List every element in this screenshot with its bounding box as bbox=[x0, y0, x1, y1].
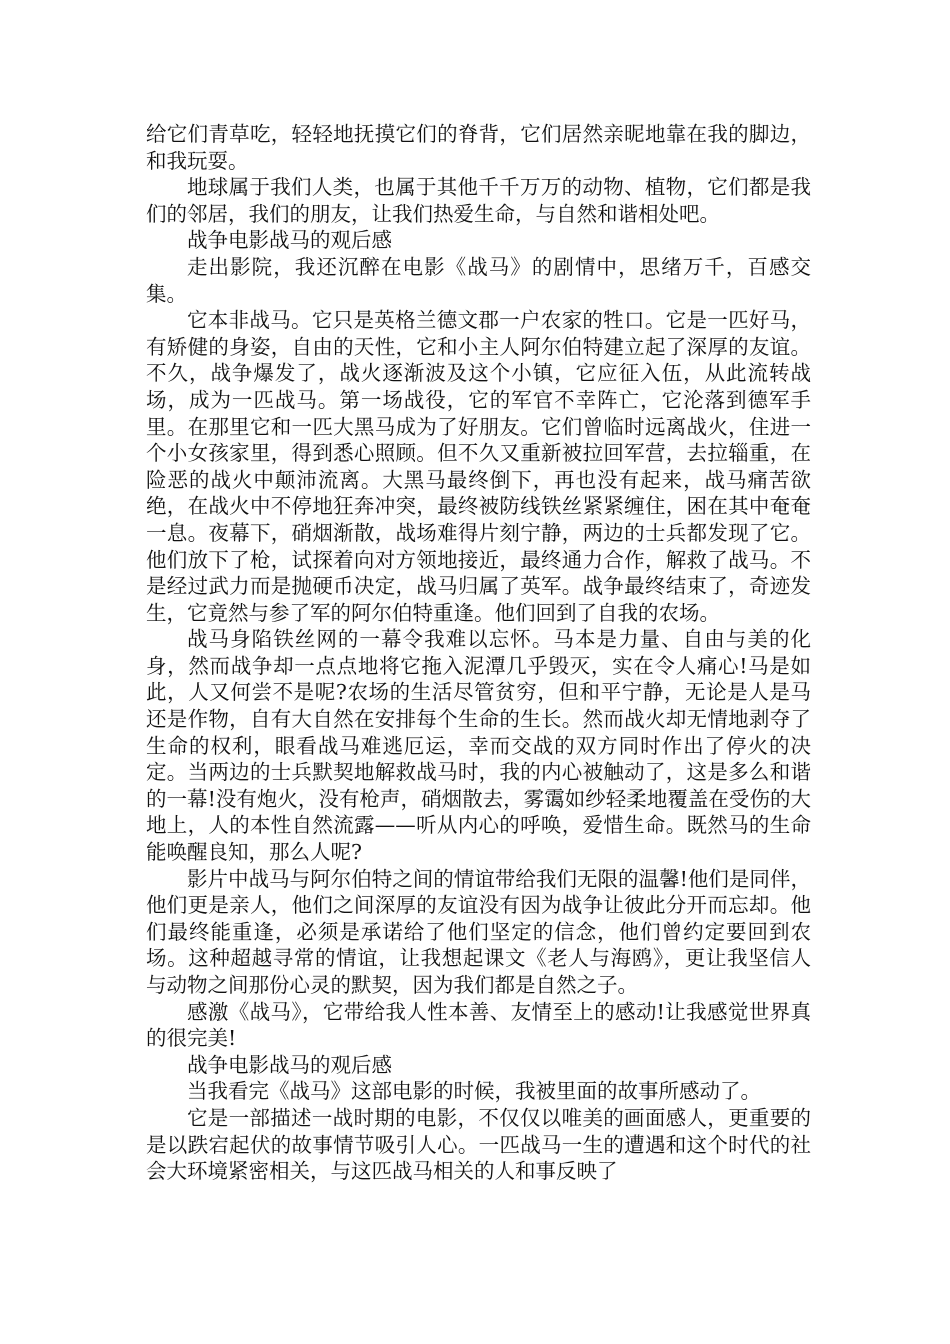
paragraph-continuation: 给它们青草吃，轻轻地抚摸它们的脊背，它们居然亲昵地靠在我的脚边，和我玩耍。 bbox=[146, 122, 811, 173]
section-heading-1: 战争电影战马的观后感 bbox=[187, 228, 392, 253]
paragraph-after-watching: 当我看完《战马》这部电影的时候，我被里面的故事所感动了。 bbox=[187, 1079, 761, 1104]
document-page bbox=[146, 121, 811, 1185]
paragraph-gratitude: 感激《战马》，它带给我人性本善、友情至上的感动!让我感觉世界真的很完美! bbox=[146, 999, 811, 1051]
paragraph-earth-neighbors: 地球属于我们人类，也属于其他千千万万的动物、植物，它们都是我们的邻居，我们的朋友，让我们热爱生命，与自然和谐相处吧。 bbox=[146, 175, 811, 226]
paragraph-leaving-cinema: 走出影院，我还沉醉在电影《战马》的剧情中，思绪万千，百感交集。 bbox=[146, 254, 811, 306]
section-heading-2: 战争电影战马的观后感 bbox=[187, 1052, 392, 1077]
paragraph-friendship: 影片中战马与阿尔伯特之间的情谊带给我们无限的温馨!他们是同伴，他们更是亲人，他们之间深厚的友谊没有因为战争让彼此分开而忘却。他们最终能重逢，必须是承诺给了他们坚定的信念，他们曾约定要回到农场。这种超越寻常的情谊，让我想起课文《老人与海鸥》，更让我坚信人与动物之间那份心灵的默契，因为我们都是自然之子。 bbox=[146, 866, 811, 997]
paragraph-barbed-wire: 战马身陷铁丝网的一幕令我难以忘怀。马本是力量、自由与美的化身，然而战争却一点点地将它拖入泥潭几乎毁灭，实在令人痛心!马是如此，人又何尝不是呢?农场的生活尽管贫穷，但和平宁静，无论是人是马还是作物，自有大自然在安排每个生命的生长。然而战火却无情地剥夺了生命的权利，眼看战马难逃厄运，幸而交战的双方同时作出了停火的决定。当两边的士兵默契地解救战马时，我的内心被触动了，这是多么和谐的一幕!没有炮火，没有枪声，硝烟散去，雾霭如纱轻柔地覆盖在受伤的大地上，人的本性自然流露——听从内心的呼唤，爱惜生命。既然马的生命能唤醒良知，那么人呢? bbox=[146, 627, 811, 865]
paragraph-film-description: 它是一部描述一战时期的电影，不仅仅以唯美的画面感人，更重要的是以跌宕起伏的故事情节吸引人心。一匹战马一生的遭遇和这个时代的社会大环境紧密相关，与这匹战马相关的人和事反映了 bbox=[146, 1105, 811, 1184]
paragraph-plot-summary: 它本非战马。它只是英格兰德文郡一户农家的牲口。它是一匹好马，有矫健的身姿，自由的天性，它和小主人阿尔伯特建立起了深厚的友谊。不久，战争爆发了，战火逐渐波及这个小镇，它应征入伍，从此流转战场，成为一匹战马。第一场战役，它的军官不幸阵亡，它沦落到德军手里。在那里它和一匹大黑马成为了好朋友。它们曾临时远离战火，住进一个小女孩家里，得到悉心照顾。但不久又重新被拉回军营，去拉辎重，在险恶的战火中颠沛流离。大黑马最终倒下，再也没有起来，战马痛苦欲绝，在战火中不停地狂奔冲突，最终被防线铁丝紧紧缠住，困在其中奄奄一息。夜幕下，硝烟渐散，战场难得片刻宁静，两边的士兵都发现了它。他们放下了枪，试探着向对方领地接近，最终通力合作，解救了战马。不是经过武力而是抛硬币决定，战马归属了英军。战争最终结束了，奇迹发生，它竟然与参了军的阿尔伯特重逢。他们回到了自我的农场。 bbox=[146, 308, 811, 625]
